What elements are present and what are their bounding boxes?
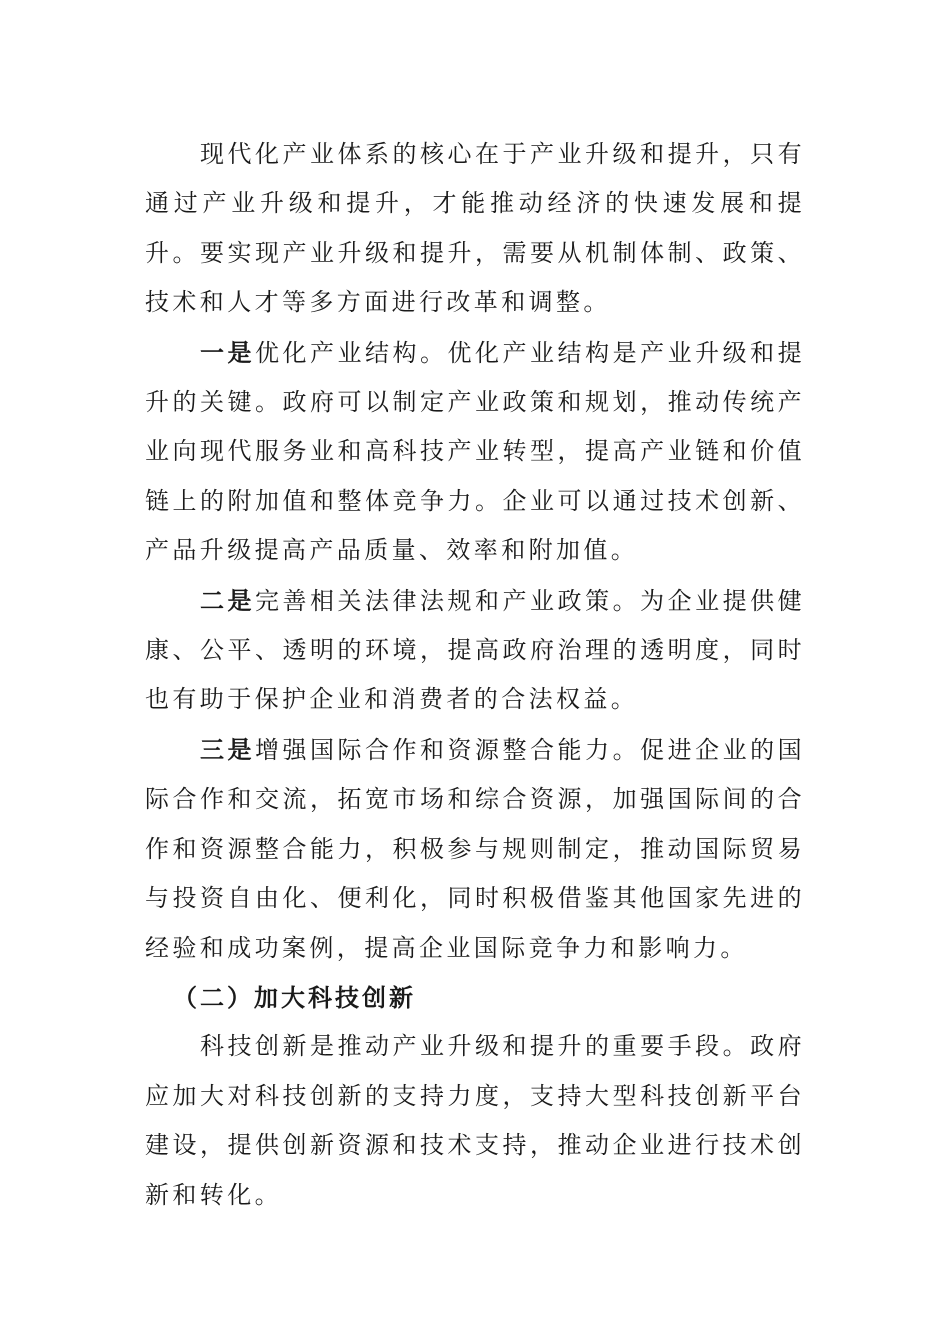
point-three-paragraph [145, 725, 805, 973]
document-body [145, 130, 805, 1220]
point-one-paragraph [145, 328, 805, 576]
section-paragraph-text: 科技创新是推动产业升级和提升的重要手段。政府应加大对科技创新的支持力度，支持大型科技创新平台建设，提供创新资源和技术支持，推动企业进行技术创新和转化。 [145, 1032, 805, 1209]
point-one-text: 优化产业结构。优化产业结构是产业升级和提升的关键。政府可以制定产业政策和规划，推动传统产业向现代服务业和高科技产业转型，提高产业链和价值链上的附加值和整体竞争力。企业可以通过技术创新、产品升级提高产品质量、效率和附加值。 [145, 338, 805, 565]
section-paragraph [145, 1022, 805, 1220]
point-three-text: 增强国际合作和资源整合能力。促进企业的国际合作和交流，拓宽市场和综合资源，加强国际间的合作和资源整合能力，积极参与规则制定，推动国际贸易与投资自由化、便利化，同时积极借鉴其他国家先进的经验和成功案例，提高企业国际竞争力和影响力。 [145, 735, 805, 962]
intro-paragraph-text: 现代化产业体系的核心在于产业升级和提升，只有通过产业升级和提升，才能推动经济的快速发展和提升。要实现产业升级和提升，需要从机制体制、政策、技术和人才等多方面进行改革和调整。 [145, 140, 805, 317]
point-two-lead: 二是 [200, 585, 256, 615]
intro-paragraph [145, 130, 805, 328]
point-three-lead: 三是 [200, 734, 256, 764]
point-one-lead: 一是 [200, 337, 256, 367]
point-two-paragraph [145, 576, 805, 725]
point-two-text: 完善相关法律法规和产业政策。为企业提供健康、公平、透明的环境，提高政府治理的透明度，同时也有助于保护企业和消费者的合法权益。 [145, 586, 805, 714]
section-heading: （二）加大科技创新 [173, 982, 416, 1012]
